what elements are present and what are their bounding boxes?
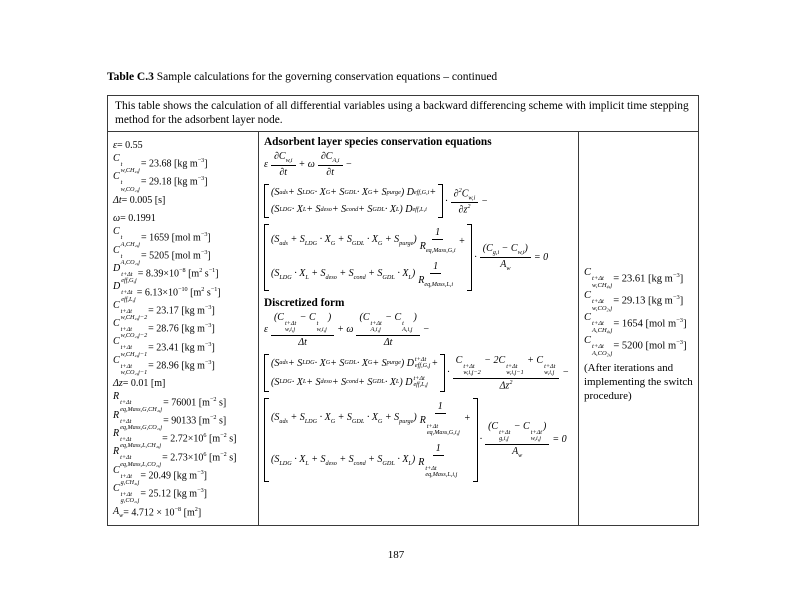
math-term: $(S_{ads} + S_{LDG} \cdot X_G + S_{GDL} \cdot X_G + S_{purge})$ [271,234,417,248]
value: = $2.72\times 10^6$ [$m^{-2}$ s] [162,432,237,445]
table-title-text: Sample calculations for the governing conservation equations – continued [153,71,498,83]
equation-continuous-line-1 [264,151,576,178]
section-heading-discretized: Discretized form [264,296,345,309]
math-term: (S LDG · X L + S deso + S cond + S GDL · X L ) D eff,L,i [271,204,427,216]
equation-discretized-line-3 [264,398,576,482]
variable: D t+Δt eff,L,j [113,281,136,303]
bracket-group [264,184,443,218]
fraction: (C t+Δt A,i,j − C t A,i,j ) Δt [356,312,419,348]
value-item [113,503,258,521]
variable: C t A,CH₄,j [113,226,141,248]
equation-continuous-line-2 [264,184,576,218]
result-item [584,290,698,313]
fraction: $\frac{\partial C_{w,i}}{\partial t}$ [271,151,296,178]
variable: D t+Δt eff,G,j [113,262,137,285]
results-note: (After iterations and implementing the switch procedure) [584,362,693,403]
value-item [113,191,258,209]
value: = 0.55 [116,139,143,151]
variable: C t+Δt w,CO₂,j [584,289,613,312]
math-term: − [345,159,353,171]
variable: R t+Δt eq,Mass,G,CH₄,j [113,391,163,413]
math-term: + ω [337,324,354,336]
math-term: (S ads + S LDG · X G + S GDL · X G + S purge ) D t+Δt eff,G,j + [271,355,439,370]
equation-continuous-line-3 [264,224,576,290]
variable: R t+Δt eq,Mass,G,CO₂,j [113,409,163,432]
value: = 1659 [mol $m^{-3}$] [141,230,211,243]
variable: Δt [113,194,122,206]
bracket-group [264,354,445,392]
variable: R t+Δt eq,Mass,L,CO₂,j [113,446,162,468]
table-title-number: Table C.3 [107,71,154,83]
value: = $2.73\times 10^6$ [$m^{-2}$ s] [162,450,237,463]
variable: C t+Δt w,CH₄,j−2 [113,299,148,322]
variable: C t+Δt w,CH₄,j−1 [113,336,148,358]
variable: C t+Δt w,CH₄,j [584,267,613,290]
equation-discretized-line-2 [264,354,576,392]
equation-discretized-line-1 [264,312,576,348]
math-term: · [445,195,448,207]
value: = $8.39\times 10^{-8}$ [$m^2$ $s^{-1}$] [137,267,219,280]
variable: C t+Δt g,CH₄,j [113,464,140,487]
math-term: ε [264,159,268,171]
variable: R t+Δt eq,Mass,L,CH₄,j [113,427,162,450]
right-bracket [438,184,443,218]
math-term: $(S_{ads} + S_{LDG} \cdot X_G + S_{GDL} \cdot X_G + S_{purge})$ [271,412,417,426]
value: = 28.96 [kg $m^{-3}$] [148,358,215,372]
table-caption: This table shows the calculation of all differential variables using a backward differencing scheme with implicit time stepping method for the adsorbent layer node. [108,96,698,132]
math-term: $(S_{LDG} \cdot X_L + S_{deso} + S_{cond} + S_{GDL} \cdot X_L)$ [271,267,416,281]
fraction: C t+Δt w,i,j−2 − 2C t+Δt w,i,j−1 + C t+Δt w,i,j $\Delta z^2$ [453,355,560,391]
math-term: · [474,252,477,264]
math-term: − [422,324,430,336]
value: = 5200 [mol $m^{-3}$] [613,339,687,352]
math-term: ε [264,324,268,336]
value: = 76001 [$m^{-2}$ s] [163,395,227,408]
variable: $A_w$ [113,505,124,519]
value-item [113,173,258,191]
math-term: + [458,235,466,247]
results-column [579,132,698,525]
fraction: $\frac{(C_{g,i} - C_{w,i})}{A_w}$ [480,243,531,272]
value: = $6.13\times 10^{-10}$ [$m^2$ $s^{-1}$] [136,285,221,298]
value: = 23.61 [kg $m^{-3}$] [613,271,684,285]
fraction: (C t+Δt w,i,j − C t w,i,j ) Δt [271,312,334,348]
value: = 0.1991 [120,213,156,225]
fraction: $\frac{\partial^2C_{w,i}}{\partial z^2}$ [451,188,479,216]
value: = 23.17 [kg $m^{-3}$] [148,303,215,317]
variable: C t A,CO₂,j [113,244,141,267]
fraction: (C t+Δt g,i,j − C t+Δt w,i,j ) $A_w$ [485,421,549,459]
section-heading-conservation: Adsorbent layer species conservation equations [264,136,492,149]
bracket-group [264,398,478,482]
math-term: = 0 [552,434,567,446]
variable: ε [113,139,117,151]
math-term: − [562,367,570,379]
equations-column [259,132,579,525]
variable: Δz [113,378,123,390]
math-term: − [481,195,489,207]
result-item [584,312,698,335]
math-term: + [463,413,471,425]
fraction: $\frac{1}{R_{eq,Mass,L,i}}$ [418,260,454,288]
variable: C t w,CO₂,j [113,171,140,193]
variable: C t+Δt g,CO₂,j [113,482,140,505]
variable: C t+Δt A,CH₄,j [584,312,613,335]
value: = 0.01 [m] [122,378,166,390]
variable: ω [113,213,121,225]
value: = 23.41 [kg $m^{-3}$] [148,340,215,353]
right-bracket [440,354,445,392]
value-item [113,354,258,377]
math-term: = 0 [533,252,549,264]
value: = 28.76 [kg $m^{-3}$] [148,322,215,335]
page-number: 187 [387,549,405,561]
fraction: 1 R t+Δt eq,Mass,L,i,j [418,442,458,479]
right-bracket [473,398,478,482]
fraction: 1 R t+Δt eq,Mass,G,i,j [419,400,460,437]
value: = 25.12 [kg $m^{-3}$] [140,487,208,500]
right-bracket [467,224,472,290]
result-item [584,335,698,358]
math-term: (S ads + S LDG · X G + S GDL · X G + S purge ) D eff,G,i + [271,187,437,199]
variable: C t w,CH₄,j [113,152,140,175]
value: = 20.49 [kg $m^{-3}$] [140,468,208,482]
input-values-column [108,132,259,525]
value-item [113,482,258,505]
calculations-table [107,95,699,526]
fraction: $\frac{1}{R_{eq,Mass,G,i}}$ [419,227,456,255]
value: = 5205 [mol $m^{-3}$] [141,248,211,262]
value: = 29.13 [kg $m^{-3}$] [613,294,684,307]
math-term: $(S_{LDG} \cdot X_L + S_{deso} + S_{cond} + S_{GDL} \cdot X_L)$ [271,454,416,468]
table-body [108,132,698,525]
variable: C t+Δt w,CO₂,j−2 [113,317,148,340]
math-term: · [479,434,483,446]
value: = 1654 [mol $m^{-3}$] [613,316,687,330]
variable: C t+Δt w,CO₂,j−1 [113,354,148,377]
math-term: + ω [298,159,315,171]
value: = 90133 [$m^{-2}$ s] [163,413,227,427]
math-term: · [447,367,450,379]
value: = $4.712 \times 10^{-8}$ $[m^2]$ [123,505,202,518]
table-title [107,71,497,83]
value: = 29.18 [kg $m^{-3}$] [140,175,208,188]
fraction: $\frac{\partial C_{A,i}}{\partial t}$ [318,151,343,178]
math-term: (S LDG · X L + S deso + S cond + S GDL · X L ) D t+Δt eff,L,j [271,374,428,389]
value: = 0.005 [s] [121,194,166,206]
variable: C t+Δt A,CO₂,j [584,334,613,357]
value: = 23.68 [kg $m^{-3}$] [140,157,208,170]
bracket-group [264,224,472,290]
result-item [584,267,698,290]
